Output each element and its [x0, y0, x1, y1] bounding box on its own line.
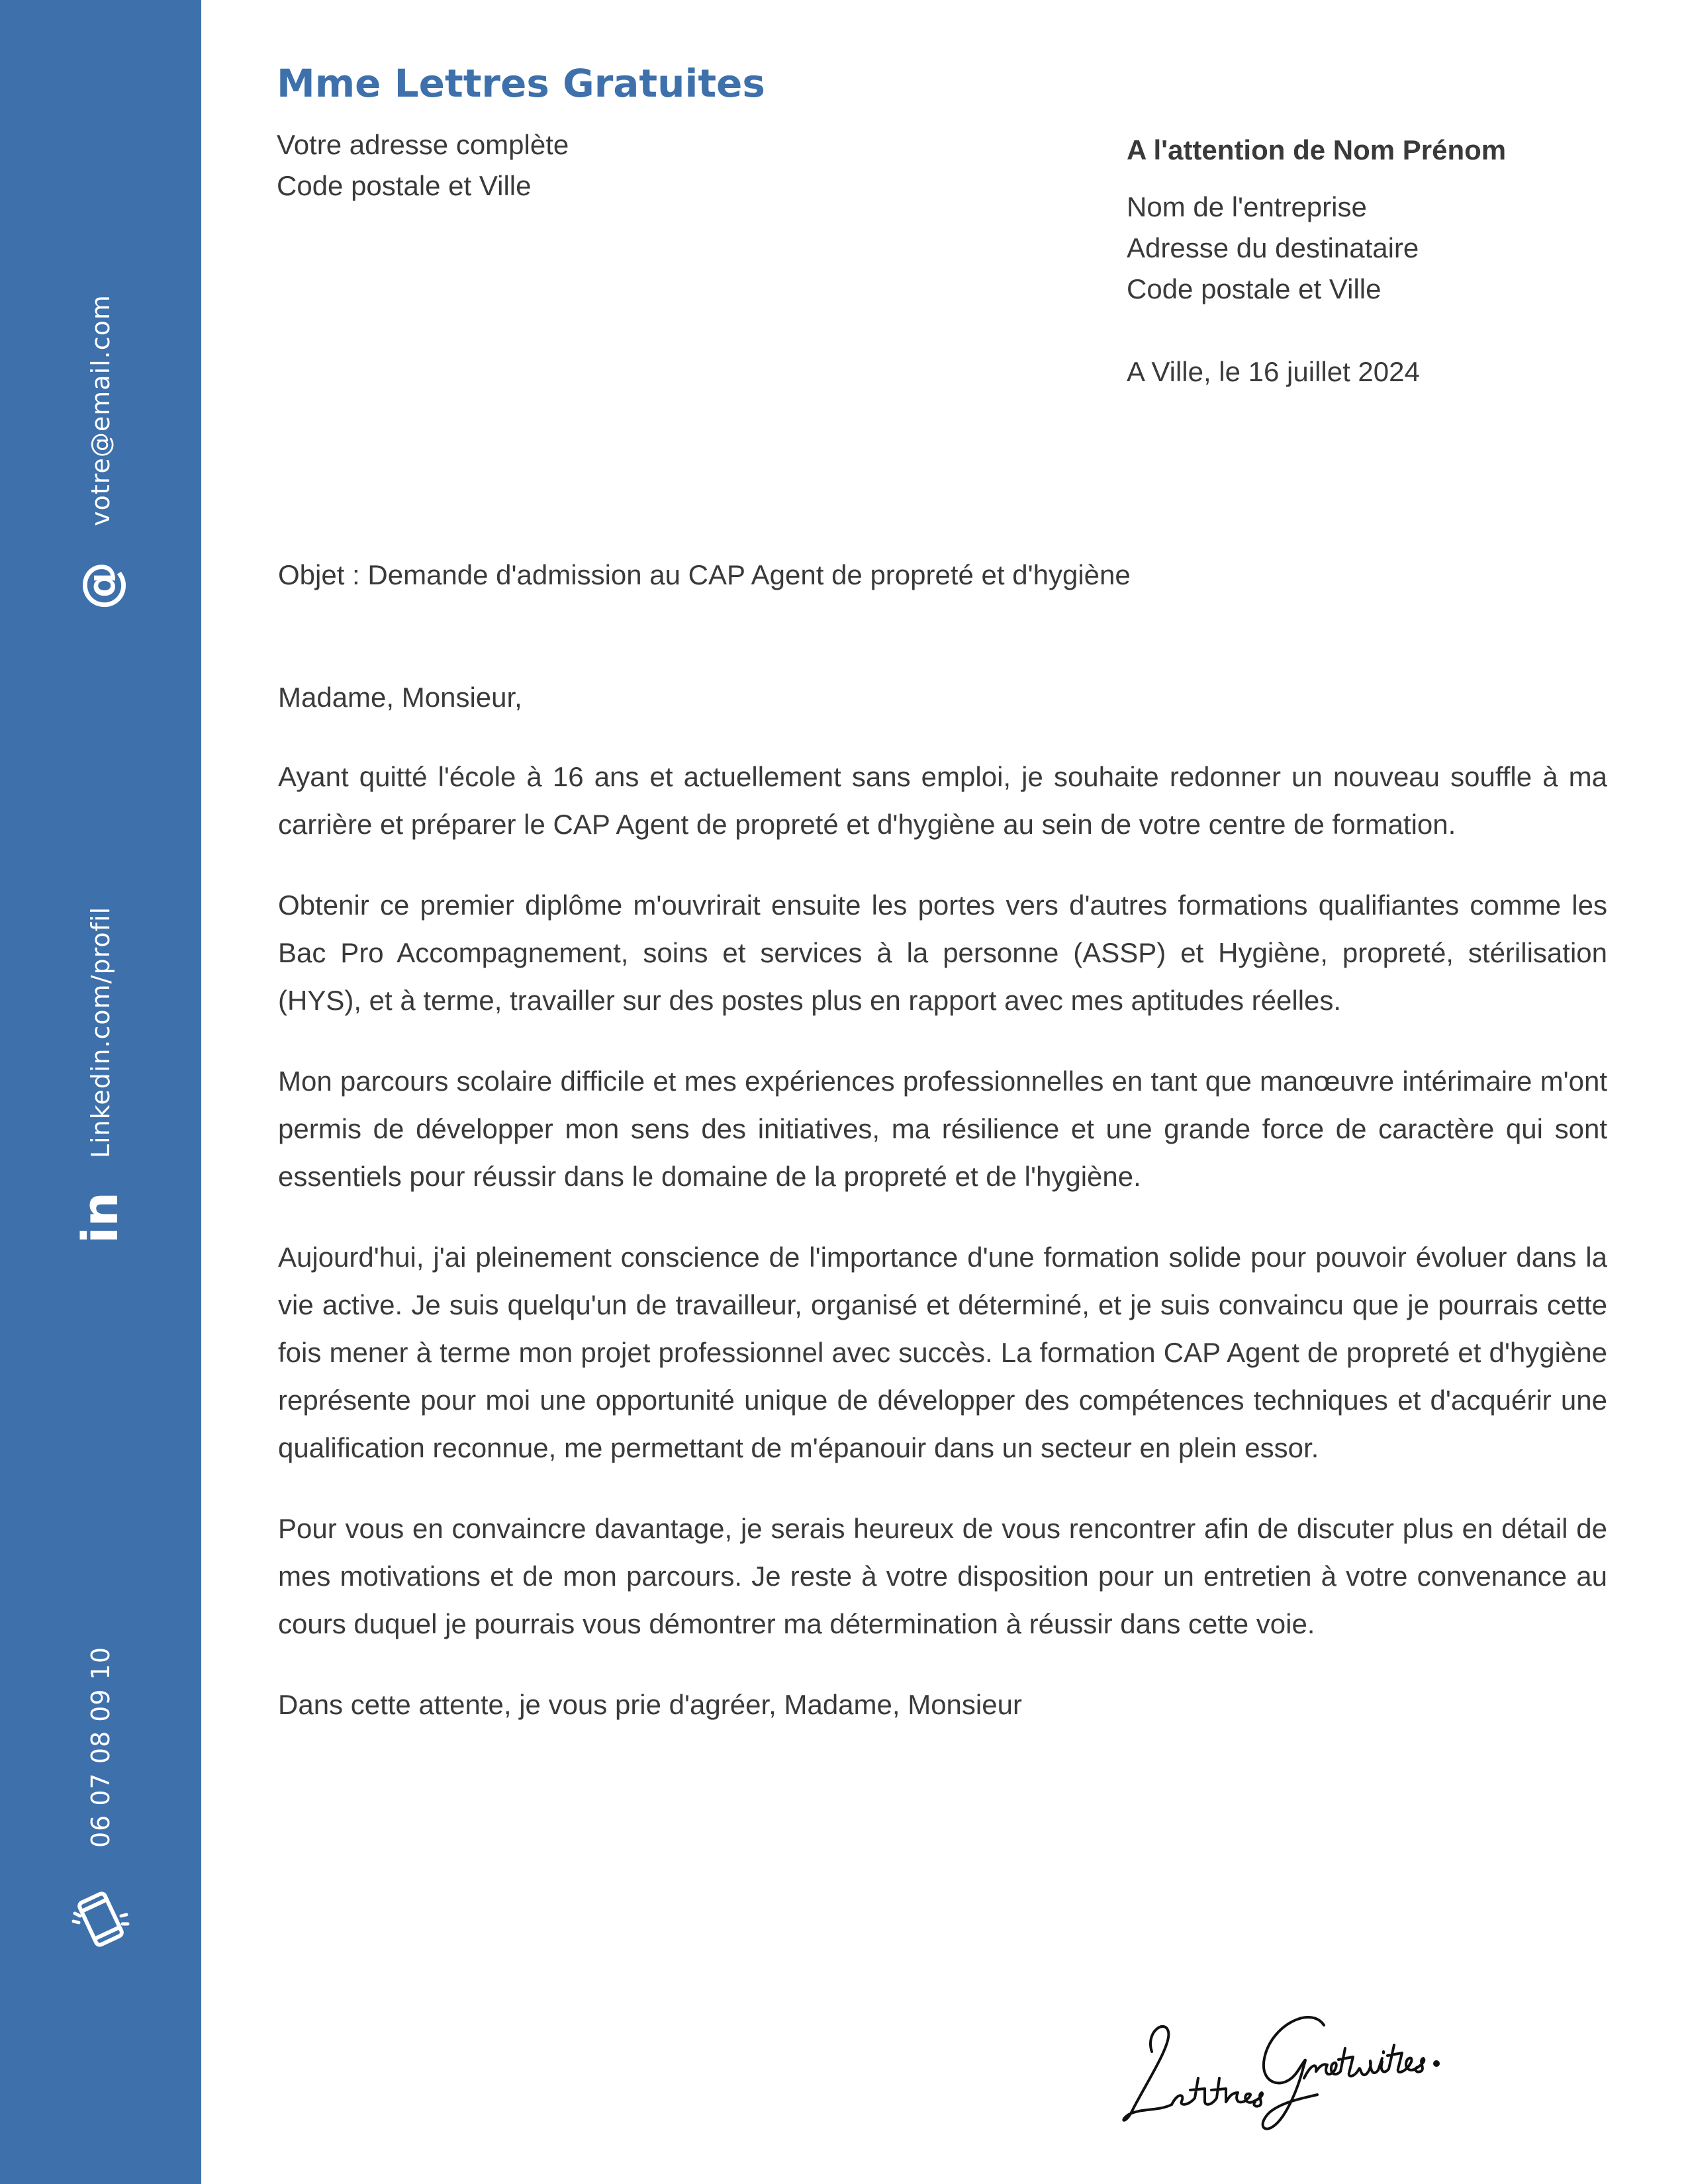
sidebar [0, 0, 201, 2184]
letter-body [278, 674, 1607, 1762]
email-icon: @ [72, 561, 129, 610]
letter-greeting: Madame, Monsieur, [278, 682, 522, 713]
letter-object: Objet : Demande d'admission au CAP Agent de propreté et d'hygiène [278, 559, 1131, 590]
sender-address-line2: Code postale et Ville [277, 170, 532, 201]
sender-address-line1: Votre adresse complète [277, 129, 569, 160]
recipient-company: Nom de l'entreprise [1127, 191, 1367, 222]
email-text[interactable]: votre@email.com [86, 295, 115, 526]
signature [1105, 1979, 1489, 2138]
recipient-city: Code postale et Ville [1127, 273, 1382, 304]
phone-text[interactable]: 06 07 08 09 10 [86, 1646, 115, 1848]
letter-paragraph: Aujourd'hui, j'ai pleinement conscience de l'importance d'une formation solide pour pouvoir évoluer dans la vie active. Je suis quelqu'un de travailleur, organisé et déterminé, et je suis convaincu que je pourrais cette fois mener à terme mon projet professionnel avec succès. La formation CAP Agent de propreté et d'hygiène représente pour moi une opportunité unique de développer des compétences techniques et d'acquérir une qualification reconnue, me permettant de m'épanouir dans un secteur en plein essor. [278, 1242, 1607, 1463]
linkedin-text[interactable]: Linkedin.com/profil [86, 906, 115, 1159]
letter-paragraph: Pour vous en convaincre davantage, je serais heureux de vous rencontrer afin de discuter plus en détail de mes motivations et de mon parcours. Je reste à votre disposition pour un entretien à votre convenance au cours duquel je pourrais vous démontrer ma détermination à réussir dans cette voie. [278, 1513, 1607, 1639]
recipient-address: Adresse du destinataire [1127, 232, 1419, 263]
sidebar-linkedin [0, 906, 201, 1159]
sidebar-phone-icon-wrap [0, 1919, 201, 1926]
sidebar-email-icon-wrap [0, 561, 201, 610]
sidebar-email [0, 295, 201, 526]
letter-date: A Ville, le 16 juillet 2024 [1127, 356, 1420, 387]
recipient-attention: A l'attention de Nom Prénom [1127, 134, 1507, 165]
sender-address [277, 124, 569, 206]
linkedin-icon: in [72, 1191, 129, 1244]
letter-paragraph: Obtenir ce premier diplôme m'ouvrirait ensuite les portes vers d'autres formations qualifiantes comme les Bac Pro Accompagnement, soins et services à la personne (ASSP) et Hygiène, propreté, stérilisation (HYS), et à terme, travailler sur des postes plus en rapport avec mes aptitudes réelles. [278, 889, 1607, 1016]
recipient-block [1127, 130, 1506, 310]
letter-closing: Dans cette attente, je vous prie d'agréer, Madame, Monsieur [278, 1689, 1022, 1720]
letter-paragraph: Ayant quitté l'école à 16 ans et actuellement sans emploi, je souhaite redonner un nouveau souffle à ma carrière et préparer le CAP Agent de propreté et d'hygiène au sein de votre centre de formation. [278, 761, 1607, 840]
letter-paragraph: Mon parcours scolaire difficile et mes expériences professionnelles en tant que manœuvre intérimaire m'ont permis de développer mon sens des initiatives, ma résilience et une grande force de caractère qui sont essentiels pour réussir dans le domaine de la propreté et de l'hygiène. [278, 1066, 1607, 1192]
sidebar-linkedin-icon-wrap [0, 1191, 201, 1244]
sender-name: Mme Lettres Gratuites [277, 61, 765, 106]
sidebar-phone [0, 1646, 201, 1848]
phone-icon [71, 1889, 130, 1949]
